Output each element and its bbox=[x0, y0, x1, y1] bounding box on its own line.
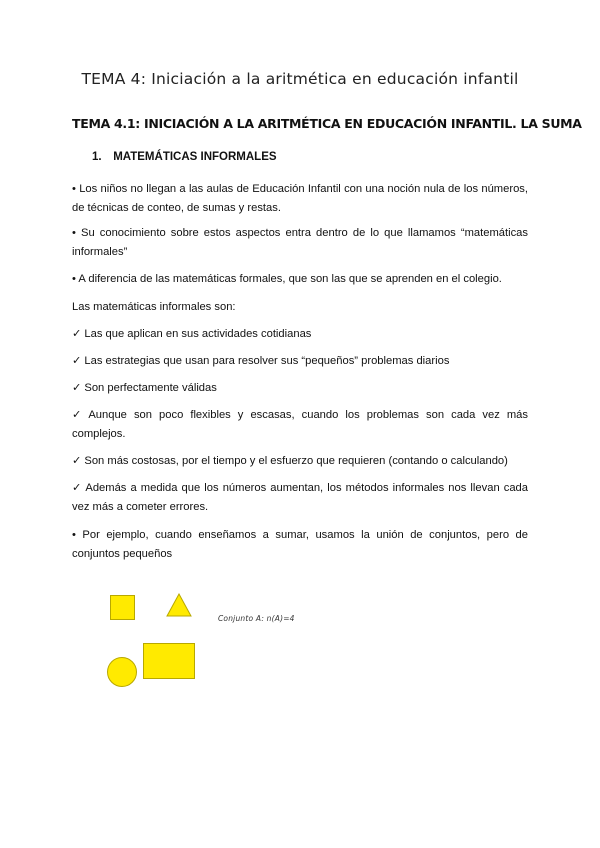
check-item-6 bbox=[72, 479, 528, 517]
paragraph-1: • Los niños no llegan a las aulas de Educación Infantil con una noción nula de los números, de técnicas de conteo, de sumas y restas. bbox=[72, 183, 528, 214]
check-icon: ✓ bbox=[72, 355, 82, 367]
circle-shape bbox=[107, 657, 137, 687]
rectangle-shape bbox=[143, 643, 195, 679]
check-item-text: Son perfectamente válidas bbox=[84, 382, 217, 394]
check-icon: ✓ bbox=[72, 482, 83, 494]
subtitle-heading: TEMA 4.1: INICIACIÓN A LA ARITMÉTICA EN EDUCACIÓN INFANTIL. LA SUMA bbox=[72, 116, 582, 131]
paragraph-2: • Su conocimiento sobre estos aspectos entra dentro de lo que llamamos “matemáticas informales” bbox=[72, 227, 528, 258]
check-item-5 bbox=[72, 452, 528, 471]
section-heading bbox=[92, 151, 277, 163]
set-figure bbox=[100, 590, 340, 700]
check-item-text: Las estrategias que usan para resolver sus “pequeños” problemas diarios bbox=[84, 355, 450, 367]
check-item-4 bbox=[72, 406, 528, 444]
check-item-text: Las que aplican en sus actividades cotidianas bbox=[84, 328, 312, 340]
check-item-3 bbox=[72, 379, 528, 398]
check-icon: ✓ bbox=[72, 455, 82, 467]
check-icon: ✓ bbox=[72, 382, 82, 394]
section-number: 1. bbox=[92, 151, 102, 163]
paragraph-3: • A diferencia de las matemáticas formales, que son las que se aprenden en el colegio. bbox=[72, 273, 502, 285]
set-label: Conjunto A: n(A)=4 bbox=[218, 614, 295, 623]
check-item-1 bbox=[72, 325, 528, 344]
check-item-text: Aunque son poco flexibles y escasas, cuando los problemas son cada vez más complejos. bbox=[72, 409, 529, 440]
document-title: TEMA 4: Iniciación a la aritmética en educación infantil bbox=[81, 70, 519, 88]
check-icon: ✓ bbox=[72, 328, 82, 340]
closing-paragraph: • Por ejemplo, cuando enseñamos a sumar, usamos la unión de conjuntos, pero de conjuntos pequeños bbox=[72, 529, 528, 560]
triangle-shape bbox=[166, 593, 192, 617]
square-shape bbox=[110, 595, 135, 620]
paragraph-4: Las matemáticas informales son: bbox=[72, 301, 236, 313]
section-title: MATEMÁTICAS INFORMALES bbox=[113, 151, 277, 163]
check-item-2 bbox=[72, 352, 528, 371]
check-item-text: Además a medida que los números aumentan, los métodos informales nos llevan cada vez más a cometer errores. bbox=[72, 482, 529, 513]
check-icon: ✓ bbox=[72, 409, 86, 421]
check-item-text: Son más costosas, por el tiempo y el esfuerzo que requieren (contando o calculando) bbox=[84, 455, 508, 467]
